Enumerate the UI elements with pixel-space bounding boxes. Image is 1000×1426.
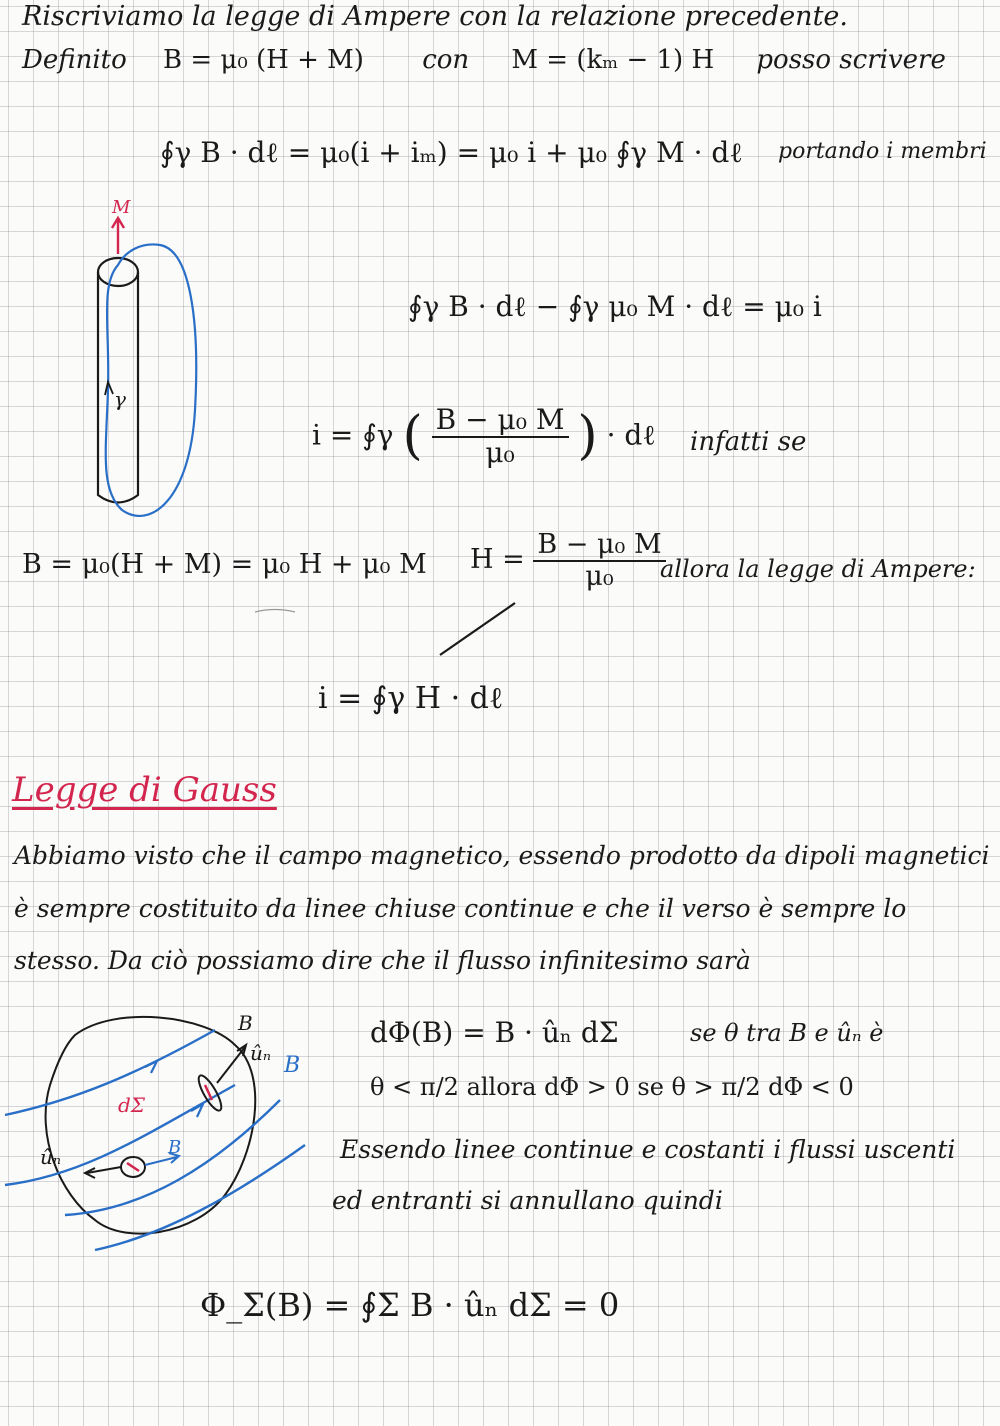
definition-con: con [422,45,470,75]
eq3-right: · dℓ [606,418,656,452]
ampere-equation-1: ∮γ B · dℓ = μ₀(i + iₘ) = μ₀ i + μ₀ ∮γ M · dℓ [160,136,743,169]
gauss-essendo-line-1: Essendo linee continue e costanti i flussi uscenti [340,1135,956,1164]
gauss-equation-flux-note: se θ tra B e ûₙ è [690,1019,884,1047]
gauss-equation-flux: dΦ(B) = B · ûₙ dΣ [370,1016,619,1049]
definition-prefix: Definito [22,45,127,75]
gauss-surface-diagram [5,1005,345,1255]
eq3-numerator: B − μ₀ M [432,405,569,438]
eq4-h: H = [470,544,525,576]
section-title-gauss: Legge di Gauss [12,770,277,810]
ampere-equation-4: B = μ₀(H + M) = μ₀ H + μ₀ M [22,549,427,580]
ampere-equation-3-note: infatti se [690,427,807,457]
eq3-denominator: μ₀ [485,435,515,469]
eq3-left: i = ∮γ [312,418,394,452]
ampere-equation-4-note: allora la legge di Ampere: [660,555,976,583]
label-b-bottom: B [168,1137,182,1158]
definition-suffix: posso scrivere [756,45,946,75]
ampere-equation-1-note: portando i membri [778,139,987,164]
label-dsigma: dΣ [118,1093,145,1117]
intro-line: Riscriviamo la legge di Ampere con la relazione precedente. [22,1,848,32]
label-un-left: ûₙ [40,1145,61,1169]
label-b-top: B [238,1011,253,1035]
ampere-equation-2: ∮γ B · dℓ − ∮γ μ₀ M · dℓ = μ₀ i [408,290,822,323]
ampere-cylinder-diagram [80,190,280,530]
gauss-equation-angle: θ < π/2 allora dΦ > 0 se θ > π/2 dΦ < 0 [370,1073,854,1101]
eq4-numerator: B − μ₀ M [533,530,665,562]
gauss-paragraph-line-2: è sempre costituito da linee chiuse continue e che il verso è sempre lo [14,894,907,923]
gauss-law-equation: Φ_Σ(B) = ∮Σ B · ûₙ dΣ = 0 [200,1286,620,1324]
ampere-equation-3: i = ∮γ ( $\frac{\text{B − μ₀ M}}{\text{μ₀}}$ ) · dℓ [312,403,656,469]
eq4-denominator: μ₀ [585,560,614,592]
gauss-paragraph-line-1: Abbiamo visto che il campo magnetico, essendo prodotto da dipoli magnetici [14,841,990,870]
label-m-vector: M [112,197,131,218]
label-gamma: γ [114,387,126,411]
label-b-blue: B [284,1053,301,1078]
definition-b: B = μ₀ (H + M) [163,45,364,75]
label-un-top: ûₙ [250,1041,271,1065]
gauss-essendo-line-2: ed entranti si annullano quindi [332,1186,723,1215]
ampere-equation-5: i = ∮γ H · dℓ [318,681,504,716]
definition-m: M = (kₘ − 1) H [511,45,715,75]
gauss-paragraph-line-3: stesso. Da ciò possiamo dire che il flusso infinitesimo sarà [14,946,751,975]
